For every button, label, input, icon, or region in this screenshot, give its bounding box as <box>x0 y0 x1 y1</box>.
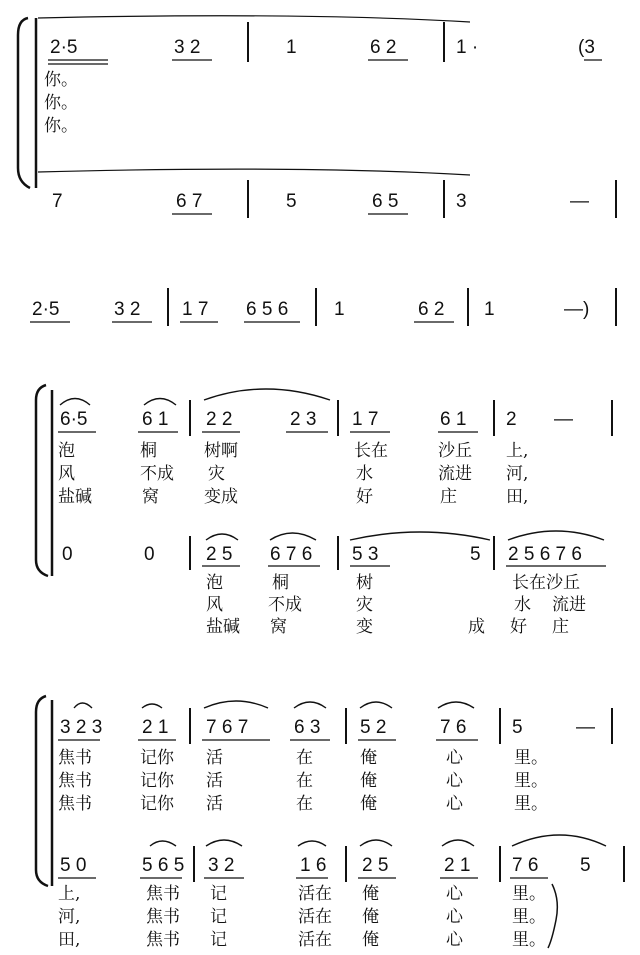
lyric: 心 <box>446 884 463 904</box>
system-2-barlines <box>168 288 616 326</box>
note-group: 3 2 <box>208 855 235 876</box>
lyric: 河, <box>506 464 529 484</box>
lyric: 桐 <box>272 573 289 593</box>
note-group: — <box>576 717 595 738</box>
lyric: 你。 <box>44 70 78 90</box>
note-group: 6 2 <box>370 37 397 58</box>
lyric: 灾 <box>208 464 225 484</box>
lyric: 里。 <box>514 794 548 814</box>
note-group: 1 6 <box>300 855 327 876</box>
lyric: 活在 <box>298 884 332 904</box>
lyric: 沙丘 <box>438 441 472 461</box>
note-group: 2 5 <box>206 544 233 565</box>
note-group: 5 6 5 <box>142 855 185 876</box>
note-group: 6 1 <box>142 409 169 430</box>
lyric: 盐碱 <box>58 487 92 507</box>
note-group: 6 7 <box>176 191 203 212</box>
system-1-underlines <box>48 60 602 214</box>
lyric: 桐 <box>140 441 157 461</box>
lyric: 田, <box>506 487 529 507</box>
note-group: 7 6 <box>440 717 467 738</box>
lyric: 上, <box>58 884 81 904</box>
lyric: 焦书 <box>58 771 92 791</box>
note-group: —) <box>564 299 590 320</box>
lyric: 里。 <box>512 884 546 904</box>
note-group: 6 7 6 <box>270 544 313 565</box>
note-group: — <box>570 191 589 212</box>
note-group: 5 <box>286 191 297 212</box>
lyric: 泡 <box>206 573 223 593</box>
lyric: 心 <box>446 907 463 927</box>
lyric: 记 <box>210 907 227 927</box>
lyric: 风 <box>58 464 75 484</box>
lyric: 焦书 <box>58 794 92 814</box>
note-group: 5 0 <box>60 855 87 876</box>
note-group: 2 5 6 7 6 <box>508 544 582 565</box>
lyric: 心 <box>446 748 463 768</box>
lyric: 焦书 <box>146 907 180 927</box>
note-group: — <box>554 409 573 430</box>
lyric: 水 <box>356 464 373 484</box>
lyric: 里。 <box>514 748 548 768</box>
lyric: 在 <box>296 771 313 791</box>
lyric: 活在 <box>298 930 332 950</box>
lyric: 长在沙丘 <box>512 573 580 593</box>
lyric: 心 <box>446 771 463 791</box>
note-group: 6 5 6 <box>246 299 289 320</box>
lyric: 俺 <box>362 907 379 927</box>
lyric: 水 <box>514 595 531 615</box>
lyric: 在 <box>296 794 313 814</box>
lyric: 在 <box>296 748 313 768</box>
note-group: 2 1 <box>444 855 471 876</box>
lyric: 俺 <box>362 884 379 904</box>
lyric: 俺 <box>360 771 377 791</box>
lyric: 流进 <box>552 595 586 615</box>
note-group: 6 1 <box>440 409 467 430</box>
lyric: 里。 <box>512 930 546 950</box>
note-group: 3 2 <box>174 37 201 58</box>
lyric: 记你 <box>140 794 174 814</box>
lyric: 好 <box>510 617 527 637</box>
note-group: 6 2 <box>418 299 445 320</box>
lyric: 记 <box>210 930 227 950</box>
lyric: 树啊 <box>204 441 238 461</box>
lyric: 记 <box>210 884 227 904</box>
note-group: 7 6 7 <box>206 717 249 738</box>
system-3-brackets <box>36 385 52 576</box>
lyric: 活 <box>206 794 223 814</box>
lyric: 你。 <box>44 93 78 113</box>
lyric: 不成 <box>140 464 174 484</box>
note-group: 6 5 <box>372 191 399 212</box>
lyric: 里。 <box>514 771 548 791</box>
note-group: (3 <box>578 37 595 58</box>
note-group: 6·5 <box>60 409 88 430</box>
lyric: 窝 <box>142 487 159 507</box>
lyric: 俺 <box>360 748 377 768</box>
system-1-barlines <box>248 22 616 218</box>
lyric: 庄 <box>440 487 457 507</box>
verse-brace <box>548 884 557 948</box>
lyric: 窝 <box>270 617 287 637</box>
note-group: 2 2 <box>206 409 233 430</box>
lyric: 上, <box>506 441 529 461</box>
lyric: 活 <box>206 771 223 791</box>
note-group: 2 1 <box>142 717 169 738</box>
lyric: 心 <box>446 930 463 950</box>
lyric: 焦书 <box>146 930 180 950</box>
lyric: 变成 <box>204 487 238 507</box>
note-group: 2 3 <box>290 409 317 430</box>
note-group: 1 7 <box>182 299 209 320</box>
note-group: 2·5 <box>32 299 60 320</box>
note-group: 7 6 <box>512 855 539 876</box>
lyric: 变 <box>356 617 373 637</box>
note-group: 1 · <box>456 37 479 58</box>
lyric: 河, <box>58 907 81 927</box>
note-group: 6 3 <box>294 717 321 738</box>
note-group: 5 <box>470 544 481 565</box>
system-4-brackets <box>36 696 52 886</box>
lyric: 里。 <box>512 907 546 927</box>
note-group: 3 2 <box>114 299 141 320</box>
lyric: 好 <box>356 487 373 507</box>
note-group: 2 <box>506 409 517 430</box>
lyric: 俺 <box>362 930 379 950</box>
system-4-barlines <box>190 708 624 882</box>
note-group: 1 <box>484 299 495 320</box>
note-group: 1 <box>286 37 297 58</box>
note-group: 2 5 <box>362 855 389 876</box>
lyric: 活在 <box>298 907 332 927</box>
lyric: 盐碱 <box>206 617 240 637</box>
lyric: 风 <box>206 595 223 615</box>
note-group: 0 <box>144 544 155 565</box>
note-group: 5 <box>580 855 591 876</box>
lyric: 记你 <box>140 748 174 768</box>
note-group: 5 <box>512 717 523 738</box>
lyric: 俺 <box>360 794 377 814</box>
lyric: 记你 <box>140 771 174 791</box>
note-group: 5 2 <box>360 717 387 738</box>
lyric: 泡 <box>58 441 75 461</box>
lyric: 田, <box>58 930 81 950</box>
lyric: 活 <box>206 748 223 768</box>
lyric: 灾 <box>356 595 373 615</box>
lyric: 树 <box>356 573 373 593</box>
note-group: 3 2 3 <box>60 717 103 738</box>
lyric: 庄 <box>552 617 569 637</box>
note-group: 1 <box>334 299 345 320</box>
note-group: 5 3 <box>352 544 379 565</box>
note-group: 2·5 <box>50 37 78 58</box>
lyric: 焦书 <box>146 884 180 904</box>
lyric: 成 <box>468 617 485 637</box>
lyric: 心 <box>446 794 463 814</box>
note-group: 3 <box>456 191 467 212</box>
note-group: 7 <box>52 191 63 212</box>
note-group: 1 7 <box>352 409 379 430</box>
system-1-brackets <box>18 16 470 188</box>
lyric: 流进 <box>438 464 472 484</box>
lyric: 长在 <box>354 441 388 461</box>
lyric: 你。 <box>44 116 78 136</box>
note-group: 0 <box>62 544 73 565</box>
lyric: 不成 <box>268 595 302 615</box>
lyric: 焦书 <box>58 748 92 768</box>
